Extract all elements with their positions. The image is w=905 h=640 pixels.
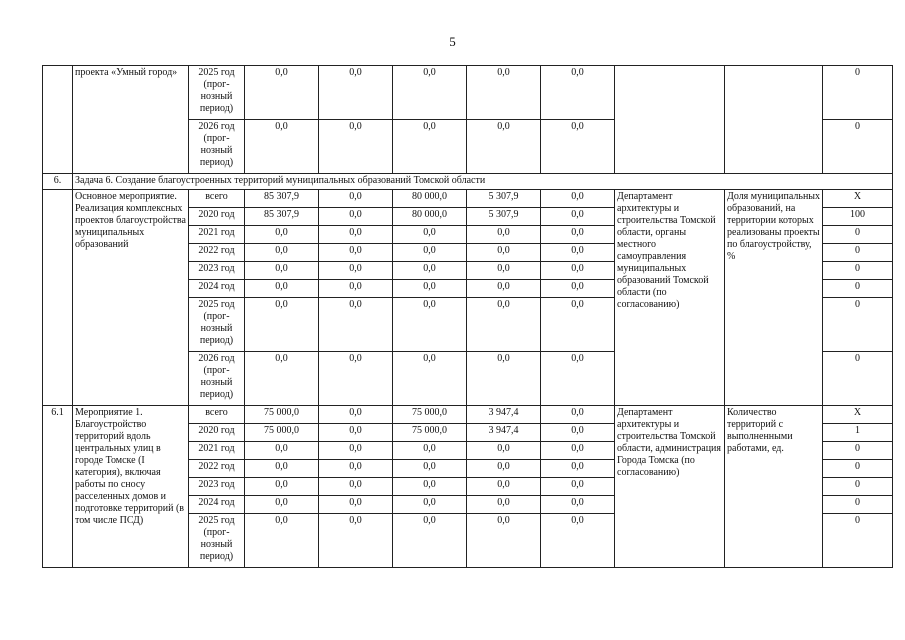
period-label: 2021 год <box>189 442 245 460</box>
amount-value: 0,0 <box>393 514 467 568</box>
amount-value: 0,0 <box>541 66 615 120</box>
row-number: 6.1 <box>43 406 73 568</box>
table-row <box>43 406 893 424</box>
amount-value: 75 000,0 <box>245 424 319 442</box>
period-label: 2023 год <box>189 478 245 496</box>
amount-value: 0,0 <box>467 298 541 352</box>
indicator-name <box>725 66 823 174</box>
amount-value: 3 947,4 <box>467 406 541 424</box>
amount-value: 0,0 <box>245 460 319 478</box>
indicator-value: 100 <box>823 208 893 226</box>
amount-value: 0,0 <box>467 460 541 478</box>
amount-value: 5 307,9 <box>467 190 541 208</box>
period-label: всего <box>189 190 245 208</box>
amount-value: 0,0 <box>467 352 541 406</box>
table-row <box>43 66 893 120</box>
amount-value: 0,0 <box>467 66 541 120</box>
indicator-value: X <box>823 190 893 208</box>
amount-value: 0,0 <box>467 442 541 460</box>
amount-value: 0,0 <box>393 442 467 460</box>
task-number: 6. <box>43 174 73 190</box>
amount-value: 0,0 <box>319 298 393 352</box>
indicator-value: 0 <box>823 280 893 298</box>
activity-name: Основное мероприятие. Реализация комплексных проектов благоустройства муниципальных образований <box>73 190 189 406</box>
amount-value: 0,0 <box>393 244 467 262</box>
amount-value: 0,0 <box>245 66 319 120</box>
amount-value: 0,0 <box>467 262 541 280</box>
amount-value: 0,0 <box>319 66 393 120</box>
amount-value: 0,0 <box>319 120 393 174</box>
amount-value: 0,0 <box>393 496 467 514</box>
period-label: 2025 год (прог-нозный период) <box>189 514 245 568</box>
amount-value: 0,0 <box>467 514 541 568</box>
amount-value: 75 000,0 <box>245 406 319 424</box>
indicator-value: 0 <box>823 66 893 120</box>
page-number: 5 <box>449 34 456 49</box>
amount-value: 0,0 <box>319 514 393 568</box>
indicator-value: 0 <box>823 514 893 568</box>
period-label: 2024 год <box>189 280 245 298</box>
period-label: 2024 год <box>189 496 245 514</box>
amount-value: 0,0 <box>319 190 393 208</box>
executor: Департамент архитектуры и строительства Томской области, администрация Города Томска (по согласованию) <box>615 406 725 568</box>
executor: Департамент архитектуры и строительства Томской области, органы местного самоуправления муниципальных образований Томской области (по согласованию) <box>615 190 725 406</box>
indicator-value: 0 <box>823 478 893 496</box>
amount-value: 0,0 <box>467 244 541 262</box>
amount-value: 0,0 <box>541 244 615 262</box>
amount-value: 0,0 <box>245 120 319 174</box>
amount-value: 0,0 <box>541 496 615 514</box>
amount-value: 0,0 <box>541 514 615 568</box>
amount-value: 0,0 <box>393 262 467 280</box>
period-label: всего <box>189 406 245 424</box>
indicator-name: Доля муниципальных образований, на территории которых реализованы проекты по благоустройству, % <box>725 190 823 406</box>
activity-name: проекта «Умный город» <box>73 66 189 174</box>
amount-value: 75 000,0 <box>393 424 467 442</box>
amount-value: 0,0 <box>393 226 467 244</box>
amount-value: 0,0 <box>393 120 467 174</box>
amount-value: 75 000,0 <box>393 406 467 424</box>
executor <box>615 66 725 174</box>
amount-value: 0,0 <box>245 262 319 280</box>
amount-value: 0,0 <box>541 460 615 478</box>
amount-value: 0,0 <box>319 478 393 496</box>
amount-value: 85 307,9 <box>245 208 319 226</box>
period-label: 2022 год <box>189 460 245 478</box>
amount-value: 85 307,9 <box>245 190 319 208</box>
amount-value: 0,0 <box>467 496 541 514</box>
row-number <box>43 190 73 406</box>
indicator-value: 0 <box>823 352 893 406</box>
program-table <box>42 65 893 568</box>
period-label: 2020 год <box>189 208 245 226</box>
amount-value: 0,0 <box>319 352 393 406</box>
period-label: 2020 год <box>189 424 245 442</box>
amount-value: 0,0 <box>319 280 393 298</box>
amount-value: 0,0 <box>319 460 393 478</box>
amount-value: 0,0 <box>541 298 615 352</box>
amount-value: 0,0 <box>319 244 393 262</box>
amount-value: 0,0 <box>541 280 615 298</box>
table-row <box>43 190 893 208</box>
amount-value: 0,0 <box>541 352 615 406</box>
amount-value: 0,0 <box>245 226 319 244</box>
amount-value: 0,0 <box>467 280 541 298</box>
period-label: 2022 год <box>189 244 245 262</box>
amount-value: 0,0 <box>467 120 541 174</box>
period-label: 2025 год (прог-нозный период) <box>189 66 245 120</box>
amount-value: 0,0 <box>541 262 615 280</box>
amount-value: 0,0 <box>541 208 615 226</box>
amount-value: 0,0 <box>541 406 615 424</box>
amount-value: 0,0 <box>319 496 393 514</box>
indicator-name: Количество территорий с выполненными работами, ед. <box>725 406 823 568</box>
amount-value: 0,0 <box>541 442 615 460</box>
amount-value: 5 307,9 <box>467 208 541 226</box>
task-title: Задача 6. Создание благоустроенных территорий муниципальных образований Томской области <box>73 174 893 190</box>
period-label: 2025 год (прог-нозный период) <box>189 298 245 352</box>
amount-value: 0,0 <box>393 298 467 352</box>
indicator-value: 0 <box>823 298 893 352</box>
task-row <box>43 174 893 190</box>
amount-value: 0,0 <box>541 478 615 496</box>
amount-value: 0,0 <box>393 280 467 298</box>
period-label: 2023 год <box>189 262 245 280</box>
period-label: 2026 год (прог-нозный период) <box>189 352 245 406</box>
amount-value: 0,0 <box>393 66 467 120</box>
amount-value: 0,0 <box>393 478 467 496</box>
amount-value: 0,0 <box>393 352 467 406</box>
indicator-value: 0 <box>823 442 893 460</box>
indicator-value: 0 <box>823 120 893 174</box>
amount-value: 0,0 <box>245 478 319 496</box>
amount-value: 0,0 <box>319 406 393 424</box>
amount-value: 0,0 <box>541 226 615 244</box>
amount-value: 0,0 <box>467 478 541 496</box>
amount-value: 0,0 <box>245 244 319 262</box>
indicator-value: 0 <box>823 244 893 262</box>
indicator-value: X <box>823 406 893 424</box>
amount-value: 0,0 <box>245 496 319 514</box>
indicator-value: 0 <box>823 496 893 514</box>
amount-value: 0,0 <box>319 262 393 280</box>
amount-value: 3 947,4 <box>467 424 541 442</box>
amount-value: 0,0 <box>319 424 393 442</box>
indicator-value: 0 <box>823 226 893 244</box>
indicator-value: 1 <box>823 424 893 442</box>
period-label: 2026 год (прог-нозный период) <box>189 120 245 174</box>
amount-value: 0,0 <box>541 120 615 174</box>
amount-value: 0,0 <box>245 352 319 406</box>
amount-value: 0,0 <box>245 514 319 568</box>
activity-name: Мероприятие 1. Благоустройство территорий вдоль центральных улиц в городе Томске (I категория), включая работы по сносу расселенных домов и подготовке территорий (в том числе ПСД) <box>73 406 189 568</box>
amount-value: 0,0 <box>245 298 319 352</box>
amount-value: 0,0 <box>393 460 467 478</box>
amount-value: 80 000,0 <box>393 208 467 226</box>
period-label: 2021 год <box>189 226 245 244</box>
amount-value: 80 000,0 <box>393 190 467 208</box>
amount-value: 0,0 <box>319 442 393 460</box>
row-number <box>43 66 73 174</box>
indicator-value: 0 <box>823 460 893 478</box>
amount-value: 0,0 <box>319 208 393 226</box>
amount-value: 0,0 <box>319 226 393 244</box>
amount-value: 0,0 <box>541 190 615 208</box>
amount-value: 0,0 <box>245 280 319 298</box>
amount-value: 0,0 <box>467 226 541 244</box>
amount-value: 0,0 <box>245 442 319 460</box>
amount-value: 0,0 <box>541 424 615 442</box>
indicator-value: 0 <box>823 262 893 280</box>
